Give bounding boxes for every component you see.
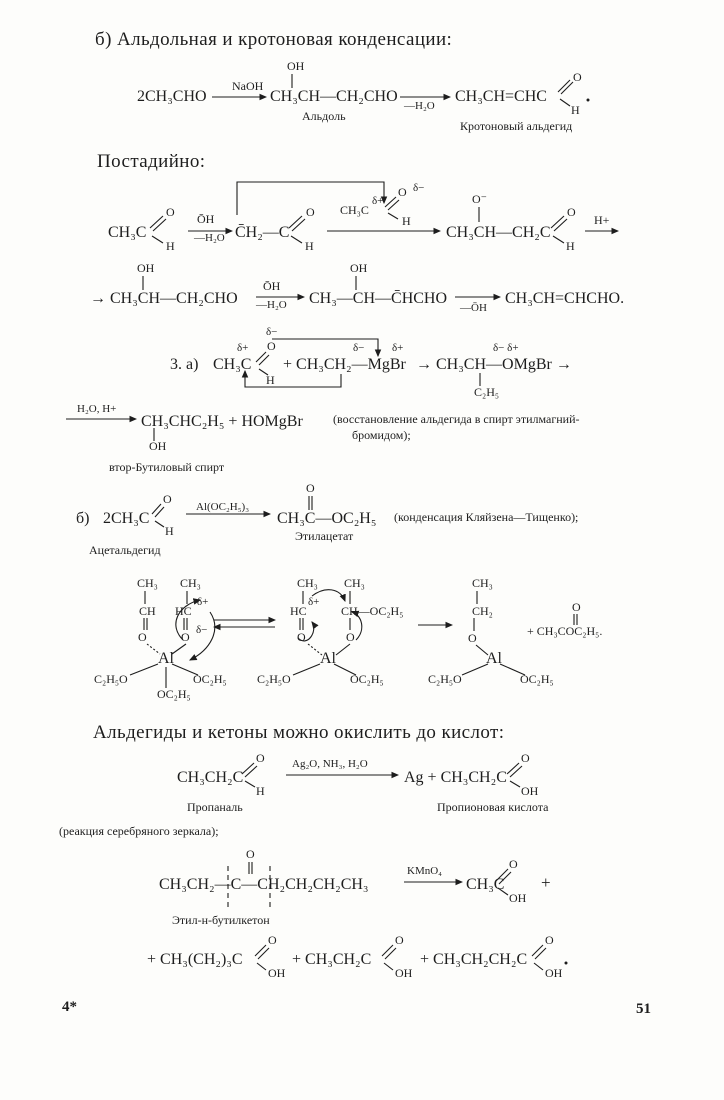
itemb-reaction-name: (конденсация Кляйзена—Тищенко);: [394, 510, 579, 524]
alkoxide-co-2: [554, 219, 567, 231]
pentanoic-acid: + CH₃(CH₂)₃C: [147, 951, 243, 968]
carbanion-formula: C̄H₂—C: [235, 224, 290, 241]
kmno4-label: KMnO₄: [407, 865, 443, 877]
mech-ester: + CH₃COC₂H₅.: [527, 624, 603, 638]
acetald-co-1: [150, 216, 163, 228]
propanoic-name: Пропионовая кислота: [437, 800, 549, 814]
acetic-co-2: [499, 872, 511, 884]
alkoxide-ch: [553, 236, 564, 243]
attack-co-1: [385, 197, 396, 207]
pentanoic-co-2: [258, 948, 269, 959]
acetic-co-1: [496, 869, 508, 881]
crotonal-h: H: [571, 103, 580, 117]
propanal-o: O: [256, 751, 265, 765]
proton-label: H+: [594, 213, 610, 227]
carbanion-h: H: [305, 239, 314, 253]
acetic-coh: [498, 888, 508, 895]
item3-grignard-arrow: [272, 339, 378, 356]
item3-alcohol-name: втор-Бутиловый спирт: [109, 460, 225, 474]
footer-left: 4*: [62, 999, 77, 1015]
item3-acetaldehyde: CH₃C: [213, 356, 252, 373]
naoh-label: NaOH: [232, 79, 264, 93]
mech-bond-8: [172, 644, 186, 654]
propanoic-o: O: [521, 751, 530, 765]
acetic-oh: OH: [509, 891, 527, 905]
item3-grignard: + CH₃CH₂—MgBr: [283, 356, 406, 373]
item3-h2o-h: H₂O, H+: [77, 403, 117, 415]
mech-ch3-1: CH₃: [137, 576, 158, 590]
ketone-formula: CH₃CH₂—C—CH₂CH₂CH₂CH₃: [159, 876, 369, 893]
attack-h: H: [402, 214, 411, 228]
mech-electron-arrow-2: [190, 612, 215, 660]
acetald-co-2: [153, 219, 166, 231]
itemb-product: CH₃C—OC₂H₅: [277, 510, 377, 527]
mech-ch3-2: CH₃: [180, 576, 201, 590]
crotonal-co-2: [561, 82, 573, 94]
carbanion-o: O: [306, 205, 315, 219]
item3-carbanion-arrow: [245, 371, 341, 387]
item3-ethyl: C₂H₅: [474, 385, 500, 399]
carbanion-ch: [291, 236, 302, 243]
attack-bracket: [237, 182, 384, 215]
oh-label: OH: [287, 59, 305, 73]
mech-ethoxy-bottom-1: OC₂H₅: [157, 687, 191, 701]
mech-o-1: O: [138, 630, 147, 644]
mech-ch3-4: CH₃: [344, 576, 365, 590]
crotonal-co-1: [558, 80, 570, 92]
mech-o-5: O: [468, 631, 477, 645]
acetic-o: O: [509, 857, 518, 871]
attack-co-2: [388, 200, 399, 210]
propanoic-oh: OH: [521, 784, 539, 798]
butanoic-o: O: [545, 933, 554, 947]
aldol-name: Альдоль: [302, 109, 346, 123]
acetaldehyde-h: H: [166, 239, 175, 253]
stepwise-heading: Постадийно:: [97, 151, 206, 172]
butanoic-co-1: [532, 945, 543, 956]
ketone-o: O: [246, 847, 255, 861]
alkoxide-formula: CH₃CH—CH₂C: [446, 224, 551, 241]
mech-bond-9: [130, 664, 158, 675]
item3-delta-minus: δ−: [266, 326, 278, 338]
itemb-product-name: Этилацетат: [295, 529, 354, 543]
pentanoic-o: O: [268, 933, 277, 947]
mech-bond-17: [308, 644, 322, 655]
butanoic-co-2: [535, 948, 546, 959]
mech-bond-20: [334, 664, 356, 675]
crotonal-o: O: [573, 70, 582, 84]
pentanoic-co-1: [255, 945, 266, 956]
item3-delta-pair: δ− δ+: [493, 342, 519, 354]
propanoic-oh-2: OH: [395, 966, 413, 980]
alkoxide-co-1: [551, 216, 564, 228]
mech-bond-7: [147, 644, 160, 654]
item3-h: H: [266, 373, 275, 387]
period-dot-1: [587, 99, 590, 102]
butanoic-acid: + CH₃CH₂CH₂C: [420, 951, 528, 968]
mech-o-3: O: [297, 630, 306, 644]
crotonal-name: Кротоновый альдегид: [460, 119, 573, 133]
mech-ethoxy-left-2: C₂H₅O: [257, 672, 291, 686]
mech-ethoxy-right-1: OC₂H₅: [193, 672, 227, 686]
item3-oh: OH: [149, 439, 167, 453]
mech-al-2: Al: [320, 650, 336, 667]
item3-o: O: [267, 339, 276, 353]
mech-o-4: O: [346, 630, 355, 644]
mech-ch-1: CH: [139, 604, 156, 618]
reactant-formula: 2CH₃CHO: [137, 88, 207, 105]
propanal-h: H: [256, 784, 265, 798]
row2-aldol: → CH₃CH—CH₂CHO: [90, 290, 238, 307]
mech-bond-10: [172, 664, 198, 675]
mech-o-2: O: [181, 630, 190, 644]
propanal-ch: [245, 781, 255, 787]
pentanoic-coh: [257, 963, 266, 970]
mech-bond-25: [500, 664, 525, 675]
pentanoic-oh: OH: [268, 966, 286, 980]
mech-ethoxy-right-3: OC₂H₅: [520, 672, 554, 686]
crotonal-formula: CH₃CH=CHC: [455, 88, 547, 105]
mech-ch-oethyl: CH—OC₂H₅: [341, 604, 404, 618]
mech-ethoxy-left-3: C₂H₅O: [428, 672, 462, 686]
propanoic-co-3: [382, 945, 393, 956]
row2-oh-1: OH: [137, 261, 155, 275]
row2-minus-water: —H₂O: [256, 299, 287, 311]
itemb-label: б): [76, 510, 90, 527]
mech-delta-plus-1: δ+: [197, 596, 209, 608]
delta-minus: δ−: [413, 182, 425, 194]
butanoic-coh: [534, 963, 543, 970]
acetaldehyde-formula: CH₃C: [108, 224, 147, 241]
aldol-formula: CH₃CH—CH₂CHO: [270, 88, 398, 105]
row2-hydroxide: ŌH: [263, 279, 281, 293]
itemb-product-o: O: [306, 481, 315, 495]
itemb-reactant: 2CH₃C: [103, 510, 150, 527]
item3-delta-plus: δ+: [237, 342, 249, 354]
propanoic-co-1: [507, 763, 519, 774]
itemb-h: H: [165, 524, 174, 538]
propanal-co-2: [245, 766, 257, 777]
crotonal-ch: [560, 99, 570, 106]
row2-final: CH₃CH=CHCHO.: [505, 290, 625, 307]
row2-hydroxide-bottom: —ŌH: [460, 302, 487, 314]
carbanion-co-2: [292, 219, 305, 231]
mech-bond-23: [476, 645, 488, 655]
propanoic-co-2: [510, 766, 522, 777]
propanoic-co-4: [385, 948, 396, 959]
minus-water-label-2: —H₂O: [194, 232, 225, 244]
propanoic-coh-2: [384, 963, 393, 970]
alkoxide-h: H: [566, 239, 575, 253]
section-b-heading: б) Альдольная и кротоновая конденсации:: [95, 29, 453, 50]
silver-mirror-note: (реакция серебряного зеркала);: [59, 824, 219, 838]
mech-ethoxy-right-2: OC₂H₅: [350, 672, 384, 686]
item3-product: → CH₃CH—OMgBr →: [416, 356, 572, 373]
mech-ester-o: O: [572, 600, 581, 614]
item3-delta-minus-2: δ−: [353, 342, 365, 354]
propanoic-o-2: O: [395, 933, 404, 947]
mech-ch2: CH₂: [472, 604, 493, 618]
acetic-acid: CH₃C: [466, 876, 505, 893]
item3-co-2: [259, 355, 269, 365]
item3-ch: [259, 369, 268, 375]
plus-sign: +: [541, 873, 551, 892]
mech-electron-arrow-5: [352, 612, 362, 640]
mech-bond-24: [462, 664, 488, 675]
alkoxide-o: O⁻: [472, 192, 487, 206]
acetald-ch: [152, 236, 163, 243]
mech-hc-2: HC: [290, 604, 307, 618]
itemb-o: O: [163, 492, 172, 506]
attack-acetaldehyde: CH₃C: [340, 203, 369, 217]
item3-note-2: бромидом);: [352, 428, 411, 442]
propanal-formula: CH₃CH₂C: [177, 769, 244, 786]
period-dot-2: [565, 962, 568, 965]
mech-hc-1: HC: [175, 604, 192, 618]
mech-bond-18: [336, 644, 350, 655]
mech-ethoxy-left-1: C₂H₅O: [94, 672, 128, 686]
propanal-co-1: [242, 763, 254, 774]
item3-delta-plus-2: δ+: [392, 342, 404, 354]
row2-oh-2: OH: [350, 261, 368, 275]
mech-delta-minus-1: δ−: [196, 624, 208, 636]
item3-note: (восстановление альдегида в спирт этилмагний-: [333, 412, 580, 426]
row2-intermediate: CH₃—CH—C̄HCHO: [309, 290, 448, 307]
propanoic-coh: [510, 781, 520, 787]
mech-ch3-3: CH₃: [297, 576, 318, 590]
alkoxide-o2: O: [567, 205, 576, 219]
propanoic-acid-2: + CH₃CH₂C: [292, 951, 372, 968]
propanal-name: Пропаналь: [187, 800, 243, 814]
item3-co-1: [256, 352, 266, 362]
delta-plus: δ+: [372, 195, 384, 207]
mech-electron-arrow-3: [312, 590, 345, 601]
mech-al-1: Al: [158, 650, 174, 667]
itemb-catalyst: Al(OC₂H₅)₃: [196, 501, 250, 513]
attack-ch: [388, 213, 398, 219]
itemb-ch: [155, 521, 164, 527]
mech-al-3: Al: [486, 650, 502, 667]
butanoic-oh: OH: [545, 966, 563, 980]
propanoic-products: Ag + CH₃CH₂C: [404, 769, 507, 786]
page-number: 51: [636, 1001, 651, 1017]
minus-water-label: —H₂O: [404, 100, 435, 112]
attack-o: O: [398, 185, 407, 199]
itemb-reactant-name: Ацетальдегид: [89, 543, 161, 557]
carbanion-co-1: [289, 216, 302, 228]
mech-bond-19: [293, 664, 320, 675]
ketone-name: Этил-н-бутилкетон: [172, 913, 270, 927]
mech-electron-arrow-1: [176, 600, 200, 640]
item3-label: 3. а): [170, 356, 199, 373]
hydroxide-label: ŌH: [197, 212, 215, 226]
acetaldehyde-o: O: [166, 205, 175, 219]
oxidation-heading: Альдегиды и кетоны можно окислить до кислот:: [93, 722, 505, 743]
silver-reagent: Ag₂O, NH₃, H₂O: [292, 758, 368, 770]
mech-ch3-5: CH₃: [472, 576, 493, 590]
mech-delta-plus-2: δ+: [308, 596, 320, 608]
item3-alcohol: CH₃CHC₂H₅ + HOMgBr: [141, 413, 303, 430]
